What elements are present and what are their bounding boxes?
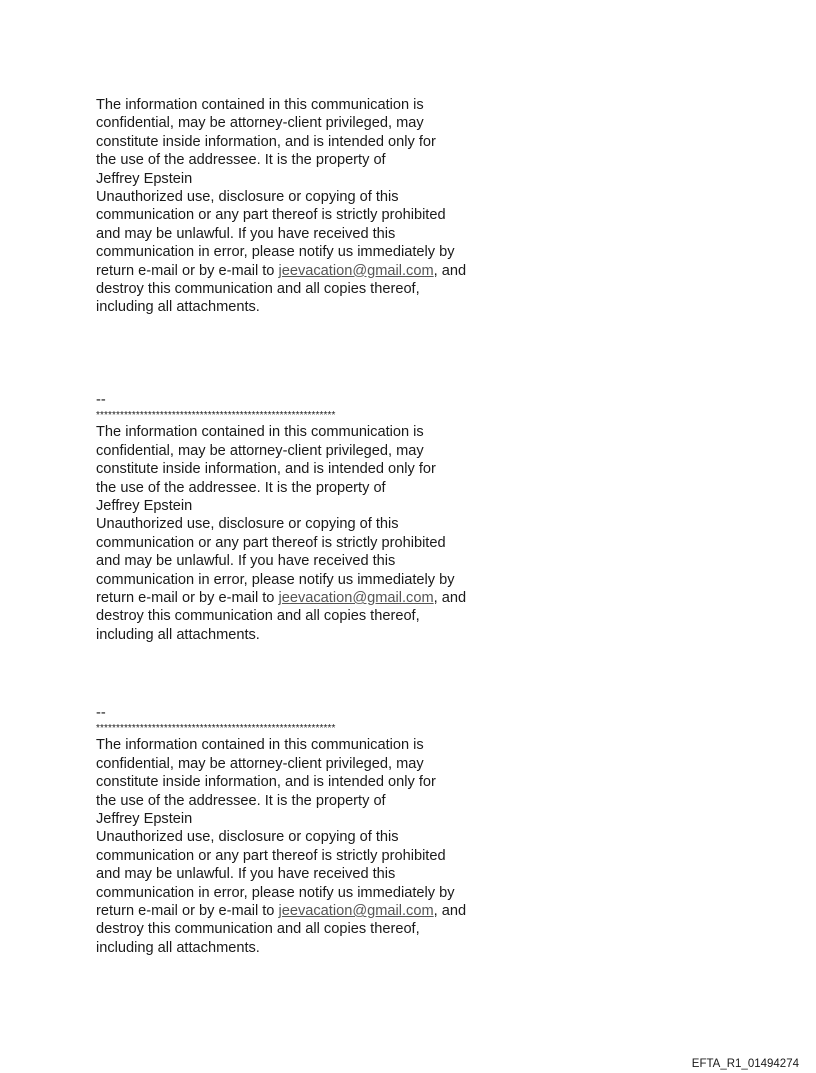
disclaimer-line-email bbox=[96, 589, 556, 607]
disclaimer-line: and may be unlawful. If you have received this bbox=[96, 866, 396, 883]
asterisk-divider: ************************************************************ bbox=[96, 723, 336, 735]
disclaimer-line-email bbox=[96, 902, 556, 920]
disclaimer-line: Unauthorized use, disclosure or copying of this bbox=[96, 516, 399, 533]
disclaimer-text: return e-mail or by e-mail to bbox=[96, 903, 279, 920]
disclaimer-text: , and bbox=[433, 262, 467, 279]
disclaimer-line: constitute inside information, and is intended only for bbox=[96, 774, 436, 791]
disclaimer-line-email bbox=[96, 262, 556, 280]
disclaimer-line: confidential, may be attorney-client privileged, may bbox=[96, 442, 424, 459]
disclaimer-line: The information contained in this communication is bbox=[96, 737, 424, 754]
disclaimer-line: the use of the addressee. It is the property of bbox=[96, 479, 386, 496]
disclaimer-line: communication in error, please notify us immediately by bbox=[96, 884, 455, 901]
disclaimer-line: including all attachments. bbox=[96, 939, 260, 956]
disclaimer-line: confidential, may be attorney-client privileged, may bbox=[96, 755, 424, 772]
disclaimer-line: including all attachments. bbox=[96, 626, 260, 643]
disclaimer-line: destroy this communication and all copies thereof, bbox=[96, 921, 420, 938]
disclaimer-line: including all attachments. bbox=[96, 299, 260, 316]
disclaimer-line: The information contained in this communication is bbox=[96, 424, 424, 441]
disclaimer-line: Unauthorized use, disclosure or copying of this bbox=[96, 829, 399, 846]
disclaimer-line: constitute inside information, and is intended only for bbox=[96, 461, 436, 478]
disclaimer-line: The information contained in this communication is bbox=[96, 97, 424, 113]
disclaimer-block-3 bbox=[96, 704, 556, 957]
disclaimer-block-1 bbox=[96, 96, 556, 317]
email-link[interactable]: jeevacation@gmail.com bbox=[278, 262, 434, 279]
disclaimer-line: destroy this communication and all copies thereof, bbox=[96, 281, 420, 298]
signature-separator: -- bbox=[96, 705, 106, 721]
disclaimer-text: return e-mail or by e-mail to bbox=[96, 262, 279, 279]
signature-separator: -- bbox=[96, 392, 106, 408]
disclaimer-line: communication in error, please notify us immediately by bbox=[96, 244, 455, 261]
disclaimer-text: , and bbox=[433, 590, 467, 607]
disclaimer-line: Unauthorized use, disclosure or copying of this bbox=[96, 189, 399, 206]
disclaimer-line: Jeffrey Epstein bbox=[96, 170, 193, 187]
disclaimer-line: communication in error, please notify us immediately by bbox=[96, 571, 455, 588]
disclaimer-line: and may be unlawful. If you have received this bbox=[96, 553, 396, 570]
disclaimer-line: Jeffrey Epstein bbox=[96, 811, 193, 828]
asterisk-divider: ************************************************************ bbox=[96, 410, 336, 422]
disclaimer-line: Jeffrey Epstein bbox=[96, 498, 193, 515]
disclaimer-line: confidential, may be attorney-client privileged, may bbox=[96, 115, 424, 132]
disclaimer-line: the use of the addressee. It is the property of bbox=[96, 792, 386, 809]
disclaimer-line: communication or any part thereof is strictly prohibited bbox=[96, 207, 446, 224]
disclaimer-line: the use of the addressee. It is the property of bbox=[96, 152, 386, 169]
disclaimer-line: communication or any part thereof is strictly prohibited bbox=[96, 534, 446, 551]
email-link[interactable]: jeevacation@gmail.com bbox=[278, 903, 434, 920]
disclaimer-block-2 bbox=[96, 391, 556, 644]
document-id: EFTA_R1_01494274 bbox=[691, 1058, 799, 1070]
disclaimer-line: and may be unlawful. If you have received this bbox=[96, 225, 396, 242]
email-link[interactable]: jeevacation@gmail.com bbox=[278, 590, 434, 607]
disclaimer-line: destroy this communication and all copies thereof, bbox=[96, 608, 420, 625]
disclaimer-line: communication or any part thereof is strictly prohibited bbox=[96, 847, 446, 864]
disclaimer-text: return e-mail or by e-mail to bbox=[96, 590, 279, 607]
disclaimer-line: constitute inside information, and is intended only for bbox=[96, 133, 436, 150]
disclaimer-text: , and bbox=[433, 903, 467, 920]
